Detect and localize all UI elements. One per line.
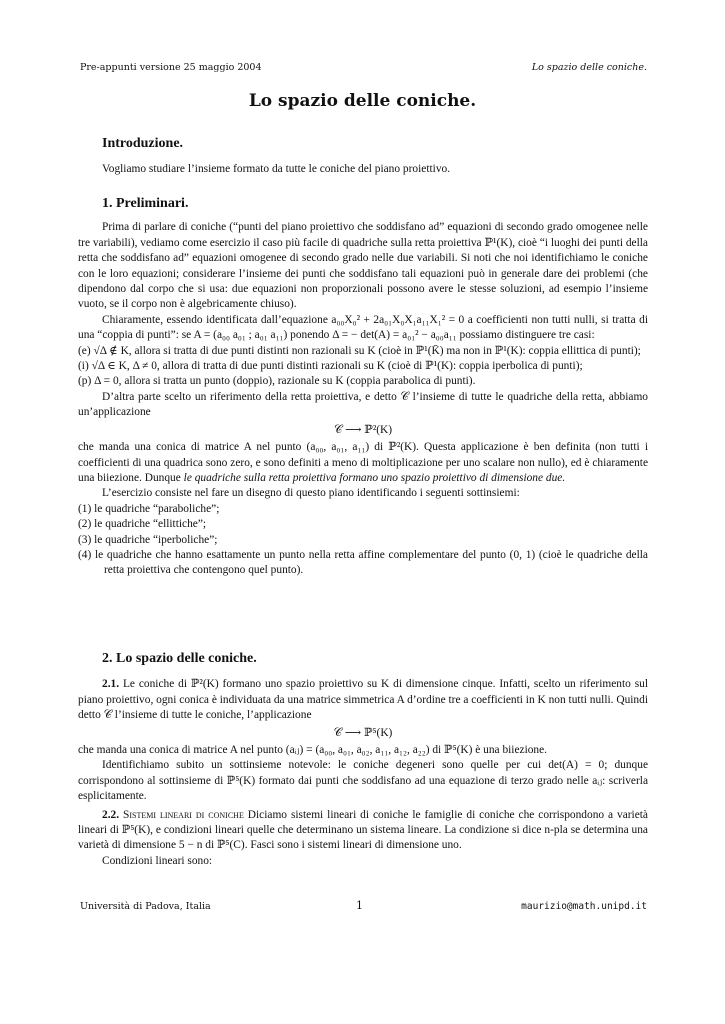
page-number: 1 <box>356 899 363 912</box>
paragraph-4-text: che manda una conica di matrice A nel punto (a₀₀, a₀₁, a₁₁) di ℙ²(K). Questa applicazione è ben definita (non tutti i coefficienti di una quadrica sono zero, e sono definiti a meno di moltiplicazione per uno scalare non nullo), ed è chiaramente una biiezione. Dunque <box>78 441 648 484</box>
case-elliptic: (e) √Δ ∉ K, allora si tratta di due punti distinti non razionali su K (cioè in ℙ¹(K̄) ma non in ℙ¹(K): coppia ellittica di punti); <box>78 344 641 357</box>
paragraph-2-3: Condizioni lineari sono: <box>102 854 213 867</box>
map-formula-1: 𝒞 ⟶ ℙ²(K) <box>333 423 393 436</box>
paragraph-2-1-continued: che manda una conica di matrice A nel punto (aᵢⱼ) = (a₀₀, a₀₁, a₀₂, a₁₁, a₁₂, a₂₂) di ℙ⁵(K) è una biiezione. <box>78 744 548 757</box>
case-hyperbolic: (i) √Δ ∈ K, Δ ≠ 0, allora di tratta di due punti distinti razionali su K (cioè di ℙ¹(K): coppia iperbolica di punti); <box>78 360 583 373</box>
footer-email[interactable]: maurizio@math.unipd.it <box>521 901 647 912</box>
paragraph-2-1-degenerate: Identifichiamo subito un sottinsieme notevole: le coniche degeneri sono quelle per cui det(A) = 0; dunque corrispondono al sottinsieme di ℙ⁵(K) formato dai punti che soddisfano ad una equazione di terzo grado nelle aᵢⱼ: scriverla esplicitamente. <box>78 759 648 803</box>
section-1-heading: 1. Preliminari. <box>102 196 189 211</box>
paragraph-2-2 <box>78 808 648 854</box>
intro-section <box>78 136 648 178</box>
paragraph-4-italic: le quadriche sulla retta proiettiva formano uno spazio proiettivo di dimensione due. <box>183 471 566 484</box>
running-header-right: Lo spazio delle coniche. <box>531 62 647 73</box>
list-item-4: (4) le quadriche che hanno esattamente un punto nella retta affine complementare del punto (0, 1) (cioè le quadriche della retta proiettiva che contengono quel punto). <box>78 548 648 577</box>
case-parabolic: (p) Δ = 0, allora si tratta un punto (doppio), razionale su K (coppia parabolica di punti). <box>78 375 476 388</box>
intro-heading: Introduzione. <box>102 136 184 151</box>
section-2 <box>78 651 648 869</box>
list-item-2: (2) le quadriche “ellittiche”; <box>78 518 207 531</box>
map-formula-2: 𝒞 ⟶ ℙ⁵(K) <box>333 726 393 739</box>
paragraph-2-1-text: Le coniche di ℙ²(K) formano uno spazio proiettivo su K di dimensione cinque. Infatti, scelto un riferimento sul piano proiettivo, ogni conica è individuata da una matrice simmetrica A d’ordine tre a coefficienti in K non tutti nulli. Quindi detto 𝒞 l’insieme di tutte le coniche, l’applicazione <box>78 678 648 722</box>
footer-left: Università di Padova, Italia <box>80 901 211 912</box>
list-item-3: (3) le quadriche “iperboliche”; <box>78 533 218 546</box>
running-header-left: Pre-appunti versione 25 maggio 2004 <box>80 62 262 73</box>
paragraph-2-2-smallcaps: Sistemi lineari di coniche <box>123 808 244 821</box>
section-1-paragraph-3: D’altra parte scelto un riferimento della retta proiettiva, e detto 𝒞 l’insieme di tutte le quadriche della retta, abbiamo un’applicazione <box>78 390 648 419</box>
list-item-1: (1) le quadriche “paraboliche”; <box>78 502 220 515</box>
paragraph-2-2-text: Diciamo sistemi lineari di coniche le famiglie di coniche che corrispondono a varietà lineari di ℙ⁵(K), e condizioni lineari quelle che determinano un sistema lineare. La condizione si dice n-pla se determina una varietà di dimensione 5 − n di ℙ⁵(C). Fasci sono i sistemi lineari di dimensione uno. <box>78 808 648 852</box>
paragraph-2-1-number: 2.1. <box>102 678 120 691</box>
paragraph-2-1 <box>78 677 648 723</box>
section-1 <box>78 196 648 579</box>
section-2-heading: 2. Lo spazio delle coniche. <box>102 651 257 666</box>
intro-text: Vogliamo studiare l’insieme formato da tutte le coniche del piano proiettivo. <box>102 163 451 176</box>
section-1-paragraph-2: Chiaramente, essendo identificata dall’equazione a₀₀X₀² + 2a₀₁X₀X₁a₁₁X₁² = 0 a coefficienti non tutti nulli, si tratta di una “coppia di punti”: se A = (a₀₀ a₀₁ ; a₀₁ a₁₁) ponendo Δ = − det(A) = a₀₁² − a₀₀a₁₁ possiamo distinguere tre casi: <box>78 313 648 342</box>
page-title: Lo spazio delle coniche. <box>248 91 477 111</box>
paragraph-2-2-number: 2.2. <box>102 808 120 821</box>
section-1-paragraph-4 <box>78 440 648 486</box>
section-1-paragraph-5: L’esercizio consiste nel fare un disegno di questo piano identificando i seguenti sottinsiemi: <box>102 487 520 500</box>
section-1-paragraph-1: Prima di parlare di coniche (“punti del piano proiettivo che soddisfano ad” equazioni di secondo grado omogenee nelle tre variabili), vediamo come esercizio il caso più facile di quadriche sulla retta proiettiva ℙ¹(K), cioè “i luoghi dei punti della retta che soddisfano ad” equazioni omogenee di secondo grado nelle due variabili. Si noti che noi identifichiamo le coniche con le loro equazioni; considerare l’insieme dei punti che soddisfano tali equazioni può in generale dare dei problemi (che dipendono dal corpo che si usa: due equazioni non proporzionali possono avere le stesse soluzioni, ad esempio l’insieme vuoto, se il corpo non è algebricamente chiuso). <box>78 221 648 311</box>
